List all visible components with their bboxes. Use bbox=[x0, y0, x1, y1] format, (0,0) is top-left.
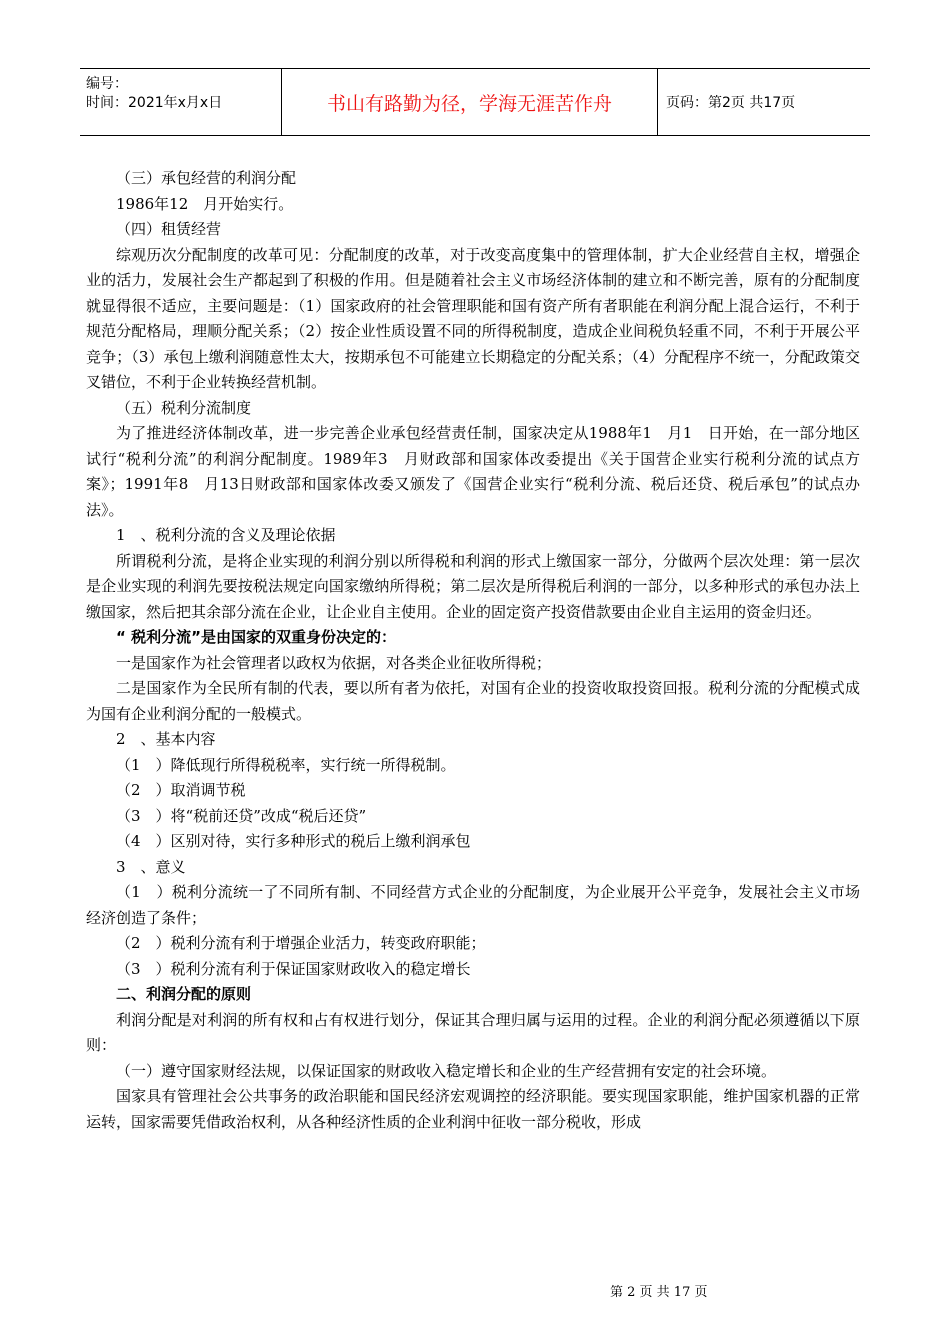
paragraph: 二是国家作为全民所有制的代表，要以所有者为依托，对国有企业的投资收取投资回报。税利分流的分配模式成为国有企业利润分配的一般模式。 bbox=[86, 679, 860, 723]
header-meta bbox=[80, 69, 282, 135]
list-item: （3 ）税利分流有利于保证国家财政收入的稳定增长 bbox=[116, 959, 471, 978]
page-footer: 第 2 页 共 17 页 bbox=[610, 1285, 708, 1300]
section-heading: （三）承包经营的利润分配 bbox=[116, 169, 297, 187]
paragraph: 利润分配是对利润的所有权和占有权进行划分，保证其合理归属与运用的过程。企业的利润分配必须遵循以下原则： bbox=[86, 1010, 860, 1054]
paragraph: 国家具有管理社会公共事务的政治职能和国民经济宏观调控的经济职能。要实现国家职能，维护国家机器的正常运转，国家需要凭借政治权利，从各种经济性质的企业利润中征收一部分税收，形成 bbox=[86, 1087, 860, 1131]
list-item: （4 ）区别对待，实行多种形式的税后上缴利润承包 bbox=[116, 832, 471, 850]
paragraph: 一是国家作为社会管理者以政权为依据，对各类企业征收所得税； bbox=[116, 653, 552, 672]
list-item: （2 ）取消调节税 bbox=[116, 781, 246, 799]
bold-heading: “ 税利分流”是由国家的双重身份决定的： bbox=[116, 628, 396, 646]
bold-heading: 二、利润分配的原则 bbox=[116, 985, 252, 1003]
subsection-heading: 2 、基本内容 bbox=[116, 730, 216, 748]
list-item: （1 ）降低现行所得税税率，实行统一所得税制。 bbox=[116, 755, 456, 774]
header-motto: 书山有路勤为径，学海无涯苦作舟 bbox=[282, 69, 658, 135]
subsection-heading: 3 、意义 bbox=[116, 857, 186, 876]
time-label: 时间：2021年x月x日 bbox=[86, 95, 223, 111]
paragraph: 所谓税利分流，是将企业实现的利润分别以所得税和利润的形式上缴国家一部分，分做两个层次处理：第一层次是企业实现的利润先要按税法规定向国家缴纳所得税；第二层次是所得税后利润的一部分，以多种形式的承包办法上缴国家，然后把其余部分流在企业，让企业自主使用。企业的固定资产投资借款要由企业自主运用的资金归还。 bbox=[86, 551, 860, 621]
paragraph: 为了推进经济体制改革，进一步完善企业承包经营责任制，国家决定从1988年1 月1 日开始，在一部分地区试行“税利分流”的利润分配制度。1989年3 月财政部和国家体改委提出《关于国营企业实行税利分流的试点方案》；1991年8 月13日财政部和国家体改委又颁发了《国营企业实行“税利分流、税后还贷、税后承包”的试点办法》。 bbox=[86, 424, 860, 519]
subsection-heading: 1 、税利分流的含义及理论依据 bbox=[116, 526, 336, 544]
page-header bbox=[80, 68, 870, 136]
paragraph: 综观历次分配制度的改革可见：分配制度的改革，对于改变高度集中的管理体制，扩大企业经营自主权，增强企业的活力，发展社会生产都起到了积极的作用。但是随着社会主义市场经济体制的建立和不断完善，原有的分配制度就显得很不适应，主要问题是：（1）国家政府的社会管理职能和国有资产所有者职能在利润分配上混合运行，不利于规范分配格局，理顺分配关系；（2）按企业性质设置不同的所得税制度，造成企业间税负轻重不同，不利于开展公平竞争；（3）承包上缴利润随意性太大，按期承包不可能建立长期稳定的分配关系；（4）分配程序不统一，分配政策交叉错位，不利于企业转换经营机制。 bbox=[86, 245, 860, 391]
section-heading: （五）税利分流制度 bbox=[116, 398, 252, 417]
section-heading: （四）租赁经营 bbox=[116, 220, 222, 238]
header-page-info: 页码：第2页 共17页 bbox=[666, 95, 796, 111]
paragraph: （一）遵守国家财经法规，以保证国家的财政收入稳定增长和企业的生产经营拥有安定的社会环境。 bbox=[116, 1061, 777, 1080]
number-label: 编号： bbox=[86, 76, 128, 92]
list-item: （3 ）将“税前还贷”改成“税后还贷” bbox=[116, 806, 367, 825]
list-item: （2 ）税利分流有利于增强企业活力，转变政府职能； bbox=[116, 934, 486, 952]
list-item: （1 ）税利分流统一了不同所有制、不同经营方式企业的分配制度，为企业展开公平竞争，发展社会主义市场经济创造了条件； bbox=[86, 883, 860, 927]
document-body bbox=[86, 166, 860, 1135]
paragraph: 1986年12 月开始实行。 bbox=[116, 194, 294, 213]
